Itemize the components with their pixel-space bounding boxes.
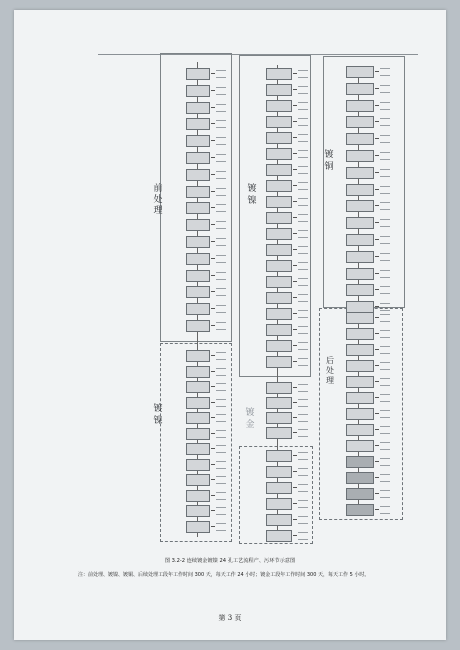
emission-arrow [375,333,379,334]
process-step-box [266,276,292,288]
label-plating-2: 镀 [247,184,257,194]
process-step-box [346,83,374,95]
process-step-box [186,397,210,409]
emission-note-mark [298,262,308,270]
emission-arrow [375,105,379,106]
process-step-box [186,102,210,114]
emission-arrow [293,313,297,314]
emission-note-mark [298,294,308,302]
emission-note-mark [298,342,308,350]
process-step-box [186,236,210,248]
label-plating-1: 镀 [153,404,163,414]
process-step-box [266,514,292,526]
process-step-box [346,360,374,372]
emission-arrow [293,535,297,536]
process-step-box [346,234,374,246]
process-step-box [346,133,374,145]
process-step-box [346,251,374,263]
emission-arrow [375,88,379,89]
process-step-box [346,100,374,112]
emission-note-mark [216,120,226,128]
process-step-box [266,100,292,112]
emission-arrow [375,413,379,414]
process-step-box [346,392,374,404]
emission-note-mark [298,70,308,78]
emission-arrow [293,105,297,106]
emission-arrow [375,189,379,190]
process-step-box [186,366,210,378]
emission-arrow [375,349,379,350]
emission-note-mark [380,378,390,386]
process-step-box [266,132,292,144]
emission-note-mark [380,219,390,227]
process-step-box [346,312,374,324]
emission-note-mark [298,500,308,508]
emission-note-mark [216,383,226,391]
emission-note-mark [298,118,308,126]
emission-note-mark [216,476,226,484]
emission-arrow [211,191,215,192]
emission-arrow [293,519,297,520]
emission-note-mark [216,492,226,500]
emission-note-mark [216,430,226,438]
process-step-box [186,412,210,424]
label-plating-3: 镀 [324,150,334,160]
emission-arrow [375,121,379,122]
process-step-box [266,412,292,424]
emission-arrow [211,73,215,74]
process-step-box [266,356,292,368]
emission-note-mark [380,202,390,210]
emission-arrow [293,402,297,403]
label-pretreatment: 前处理 [153,184,163,216]
process-step-box [266,292,292,304]
page-number: 第 3 页 [218,614,242,622]
process-step-box [186,253,210,265]
emission-arrow [211,157,215,158]
emission-arrow [375,381,379,382]
emission-arrow [293,432,297,433]
process-step-box [346,217,374,229]
process-step-box [186,505,210,517]
process-step-box [186,202,210,214]
emission-arrow [211,526,215,527]
emission-arrow [211,355,215,356]
process-step-box [186,219,210,231]
process-step-box [266,180,292,192]
emission-note-mark [380,68,390,76]
process-step-box [266,450,292,462]
emission-note-mark [380,346,390,354]
process-step-box [346,268,374,280]
emission-note-mark [298,102,308,110]
process-step-box [346,184,374,196]
emission-note-mark [380,270,390,278]
process-step-box [266,498,292,510]
emission-note-mark [216,171,226,179]
emission-arrow [211,241,215,242]
emission-arrow [293,297,297,298]
process-step-box [186,169,210,181]
emission-arrow [211,510,215,511]
emission-arrow [375,222,379,223]
emission-arrow [293,487,297,488]
process-step-box [266,324,292,336]
emission-note-mark [216,272,226,280]
process-step-box [266,482,292,494]
emission-arrow [293,217,297,218]
emission-note-mark [216,445,226,453]
emission-arrow [293,137,297,138]
emission-note-mark [380,394,390,402]
emission-note-mark [216,137,226,145]
process-step-box [266,308,292,320]
process-step-box [186,443,210,455]
emission-note-mark [216,221,226,229]
emission-arrow [293,121,297,122]
process-step-box [186,118,210,130]
emission-arrow [211,325,215,326]
process-step-box [186,303,210,315]
emission-note-mark [380,330,390,338]
emission-arrow [375,289,379,290]
emission-note-mark [216,352,226,360]
emission-note-mark [298,452,308,460]
emission-arrow [293,265,297,266]
emission-arrow [211,464,215,465]
emission-note-mark [298,516,308,524]
emission-note-mark [380,314,390,322]
process-step-box [266,148,292,160]
process-step-box [346,376,374,388]
process-step-box [346,488,374,500]
process-step-box [186,286,210,298]
emission-arrow [375,71,379,72]
emission-arrow [293,503,297,504]
emission-note-mark [216,87,226,95]
emission-arrow [211,371,215,372]
emission-arrow [211,174,215,175]
emission-arrow [211,123,215,124]
emission-arrow [375,317,379,318]
emission-arrow [211,386,215,387]
process-step-box [266,84,292,96]
emission-note-mark [216,305,226,313]
emission-note-mark [298,246,308,254]
process-step-box [186,85,210,97]
process-step-box [346,456,374,468]
emission-arrow [375,477,379,478]
emission-note-mark [298,384,308,392]
emission-note-mark [380,186,390,194]
emission-note-mark [298,150,308,158]
label-plating-1b: 镍 [153,416,163,426]
process-step-box [346,440,374,452]
label-plating-4: 镀 [245,408,255,418]
emission-note-mark [298,230,308,238]
emission-arrow [211,140,215,141]
emission-arrow [211,224,215,225]
emission-note-mark [380,426,390,434]
process-step-box [346,472,374,484]
process-step-box [266,466,292,478]
emission-note-mark [216,461,226,469]
process-step-box [186,270,210,282]
emission-arrow [293,169,297,170]
label-post-treatment: 后处理 [326,356,334,385]
emission-arrow [293,233,297,234]
emission-note-mark [216,188,226,196]
emission-arrow [293,345,297,346]
process-step-box [186,152,210,164]
emission-note-mark [380,362,390,370]
emission-arrow [375,306,379,307]
emission-arrow [293,361,297,362]
process-step-box [346,344,374,356]
emission-note-mark [298,86,308,94]
emission-note-mark [380,490,390,498]
process-step-box [266,212,292,224]
emission-arrow [211,275,215,276]
emission-note-mark [298,414,308,422]
emission-note-mark [298,198,308,206]
emission-arrow [211,107,215,108]
emission-arrow [293,89,297,90]
process-step-box [186,521,210,533]
emission-note-mark [380,442,390,450]
process-step-box [346,116,374,128]
process-step-box [186,381,210,393]
emission-arrow [293,73,297,74]
emission-note-mark [298,134,308,142]
label-plating-4b: 金 [245,420,255,430]
emission-arrow [293,281,297,282]
process-step-box [186,459,210,471]
emission-arrow [211,448,215,449]
emission-note-mark [216,414,226,422]
emission-note-mark [216,523,226,531]
emission-note-mark [380,303,390,311]
emission-arrow [293,153,297,154]
emission-note-mark [380,253,390,261]
label-plating-3b: 铜 [324,162,334,172]
process-step-box [266,116,292,128]
process-step-box [346,328,374,340]
emission-arrow [211,291,215,292]
emission-arrow [375,239,379,240]
process-step-box [346,408,374,420]
process-step-box [266,397,292,409]
emission-note-mark [298,532,308,540]
emission-arrow [375,461,379,462]
emission-note-mark [216,154,226,162]
emission-arrow [375,273,379,274]
process-step-box [186,350,210,362]
emission-note-mark [298,399,308,407]
emission-note-mark [298,166,308,174]
emission-arrow [375,138,379,139]
process-step-box [266,196,292,208]
emission-note-mark [380,102,390,110]
emission-arrow [211,258,215,259]
emission-arrow [211,433,215,434]
emission-note-mark [298,468,308,476]
emission-arrow [375,205,379,206]
emission-arrow [375,445,379,446]
process-step-box [266,427,292,439]
figure-caption: 图 3.2-2 连续镀金镀镍 24 孔工艺流程产、污环节示意图 [164,558,296,564]
process-step-box [186,428,210,440]
emission-arrow [293,455,297,456]
process-step-box [266,340,292,352]
emission-note-mark [380,410,390,418]
emission-arrow [375,256,379,257]
process-step-box [346,150,374,162]
emission-note-mark [216,238,226,246]
emission-arrow [375,365,379,366]
process-step-box [346,167,374,179]
emission-note-mark [216,288,226,296]
emission-note-mark [380,236,390,244]
emission-note-mark [216,255,226,263]
emission-arrow [211,402,215,403]
emission-note-mark [380,118,390,126]
process-step-box [266,68,292,80]
emission-note-mark [380,286,390,294]
process-step-box [186,320,210,332]
emission-note-mark [380,135,390,143]
emission-note-mark [216,70,226,78]
emission-note-mark [216,507,226,515]
emission-arrow [293,329,297,330]
process-step-box [186,135,210,147]
emission-arrow [211,90,215,91]
emission-note-mark [380,85,390,93]
emission-note-mark [216,399,226,407]
emission-note-mark [216,322,226,330]
emission-arrow [211,308,215,309]
process-step-box [266,530,292,542]
emission-arrow [211,479,215,480]
emission-arrow [293,201,297,202]
document-page [14,10,446,640]
emission-note-mark [298,310,308,318]
emission-note-mark [298,429,308,437]
process-step-box [266,260,292,272]
emission-note-mark [380,152,390,160]
emission-arrow [211,207,215,208]
process-step-box [346,200,374,212]
process-step-box [346,424,374,436]
process-step-box [186,490,210,502]
emission-arrow [293,417,297,418]
emission-arrow [293,249,297,250]
emission-note-mark [298,214,308,222]
process-step-box [346,504,374,516]
emission-arrow [211,495,215,496]
process-step-box [266,382,292,394]
emission-arrow [293,185,297,186]
process-step-box [186,68,210,80]
process-step-box [346,66,374,78]
emission-note-mark [216,204,226,212]
emission-note-mark [216,368,226,376]
emission-note-mark [216,104,226,112]
emission-note-mark [380,458,390,466]
process-step-box [186,186,210,198]
emission-arrow [211,417,215,418]
label-plating-2b: 镍 [247,196,257,206]
emission-arrow [293,471,297,472]
process-step-box [266,244,292,256]
process-step-box [346,284,374,296]
emission-note-mark [380,506,390,514]
process-step-box [266,164,292,176]
emission-note-mark [380,169,390,177]
emission-arrow [375,509,379,510]
process-step-box [186,474,210,486]
emission-note-mark [380,474,390,482]
emission-arrow [293,387,297,388]
emission-arrow [375,493,379,494]
emission-note-mark [298,278,308,286]
emission-arrow [375,172,379,173]
emission-note-mark [298,182,308,190]
emission-arrow [375,397,379,398]
emission-note-mark [298,358,308,366]
emission-note-mark [298,484,308,492]
emission-arrow [375,429,379,430]
process-step-box [266,228,292,240]
emission-note-mark [298,326,308,334]
emission-arrow [375,155,379,156]
figure-footnote: 注：前处理、镀镍、镀铜、后续处理工段年工作时间 300 天，每天工作 24 小时；镀金工段年工作时间 300 天，每天工作 5 小时。 [78,572,370,578]
